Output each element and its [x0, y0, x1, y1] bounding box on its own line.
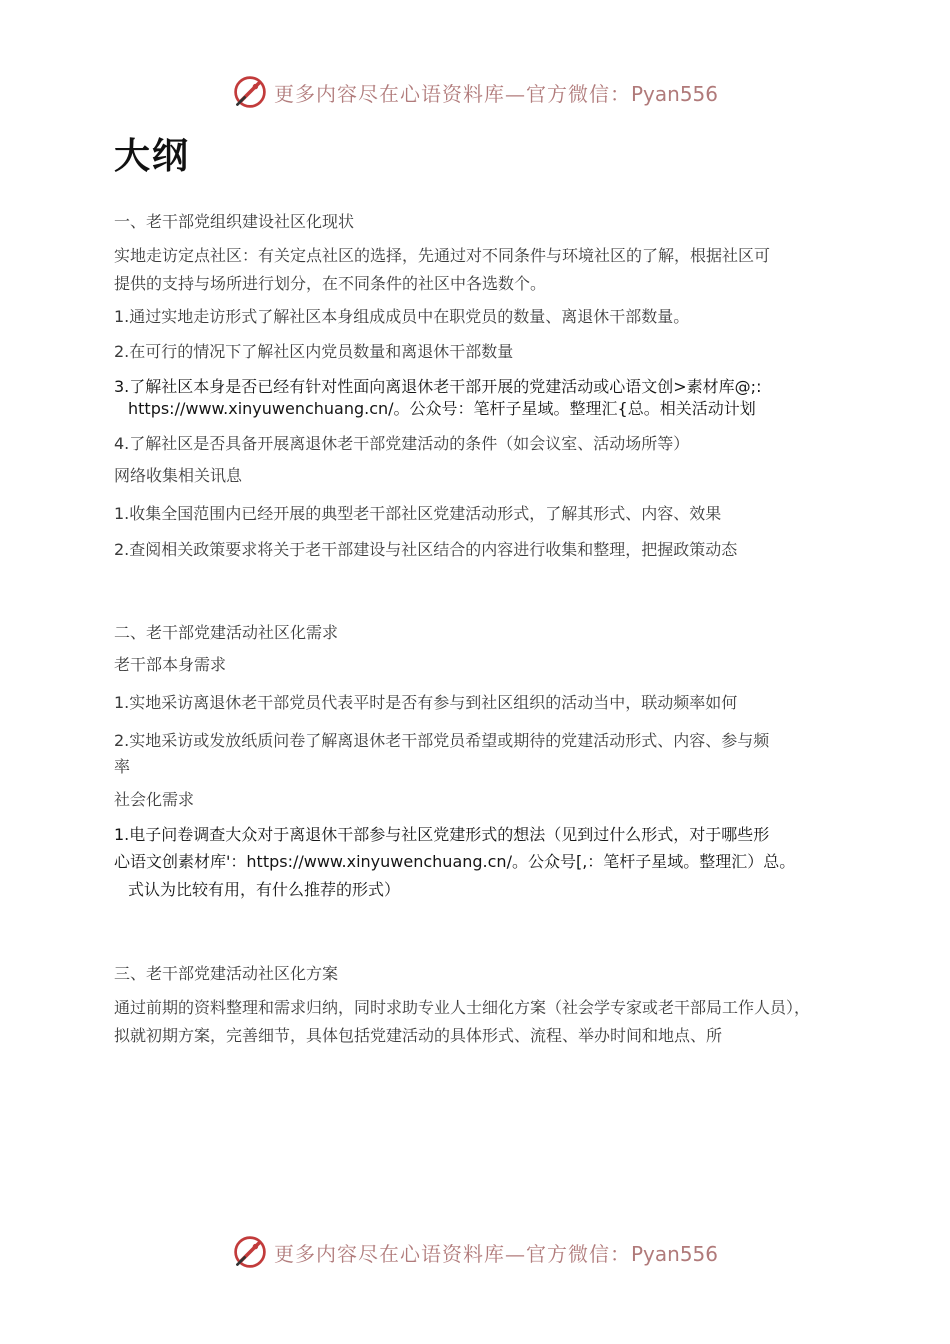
- text-line: 三、老干部党建活动社区化方案: [114, 964, 339, 983]
- text-line: 社会化需求: [114, 790, 195, 809]
- header-banner: [0, 72, 950, 112]
- logo-icon: [232, 74, 268, 110]
- text-line: 4.了解社区是否具备开展离退休老干部党建活动的条件（如会议室、活动场所等）: [114, 434, 690, 453]
- text-line: https://www.xinyuwenchuang.cn/。公众号：笔杆子星域。整理汇{总。相关活动计划: [128, 399, 756, 418]
- text-line: 2.实地采访或发放纸质问卷了解离退休老干部党员希望或期待的党建活动形式、内容、参与频: [114, 731, 770, 750]
- text-line: 2.在可行的情况下了解社区内党员数量和离退休干部数量: [114, 342, 514, 361]
- text-line: 率: [114, 757, 131, 776]
- text-line: 2.查阅相关政策要求将关于老干部建设与社区结合的内容进行收集和整理，把握政策动态: [114, 540, 738, 559]
- banner-text: [274, 78, 718, 107]
- banner-handle: Pyan556: [630, 1241, 718, 1266]
- text-line: 式认为比较有用，有什么推荐的形式）: [128, 880, 401, 899]
- text-line: 拟就初期方案，完善细节，具体包括党建活动的具体形式、流程、举办时间和地点、所: [114, 1026, 723, 1045]
- footer-banner: [0, 1232, 950, 1272]
- text-line: 一、老干部党组织建设社区化现状: [114, 212, 355, 231]
- text-line: 实地走访定点社区：有关定点社区的选择，先通过对不同条件与环境社区的了解，根据社区可: [114, 246, 771, 265]
- document-body: [114, 130, 854, 214]
- text-line: 老干部本身需求: [114, 655, 227, 674]
- text-line: 1.通过实地走访形式了解社区本身组成成员中在职党员的数量、离退休干部数量。: [114, 307, 690, 326]
- banner-label: 更多内容尽在心语资料库—官方微信：: [273, 1241, 631, 1266]
- logo-icon: [232, 1234, 268, 1270]
- text-line: 二、老干部党建活动社区化需求: [114, 623, 339, 642]
- banner-label: 更多内容尽在心语资料库—官方微信：: [273, 81, 631, 106]
- text-line: 1.电子问卷调查大众对于离退休干部参与社区党建形式的想法（见到过什么形式，对于哪些形: [114, 825, 770, 844]
- text-line: 1.实地采访离退休老干部党员代表平时是否有参与到社区组织的活动当中，联动频率如何: [114, 693, 738, 712]
- text-line: 3.了解社区本身是否已经有针对性面向离退休老干部开展的党建活动或心语文创>素材库@;:: [114, 377, 762, 396]
- text-line: 通过前期的资料整理和需求归纳，同时求助专业人士细化方案（社会学专家或老干部局工作人员），: [114, 998, 811, 1017]
- text-line: 提供的支持与场所进行划分，在不同条件的社区中各选数个。: [114, 274, 547, 293]
- page-title: 大纲: [114, 136, 191, 177]
- text-line: 网络收集相关讯息: [114, 466, 243, 485]
- banner-text: [274, 1238, 718, 1267]
- text-line: 心语文创素材库'：https://www.xinyuwenchuang.cn/。公众号[,：笔杆子星域。整理汇）总。: [114, 852, 796, 871]
- text-line: 1.收集全国范围内已经开展的典型老干部社区党建活动形式，了解其形式、内容、效果: [114, 504, 722, 523]
- banner-handle: Pyan556: [630, 81, 718, 106]
